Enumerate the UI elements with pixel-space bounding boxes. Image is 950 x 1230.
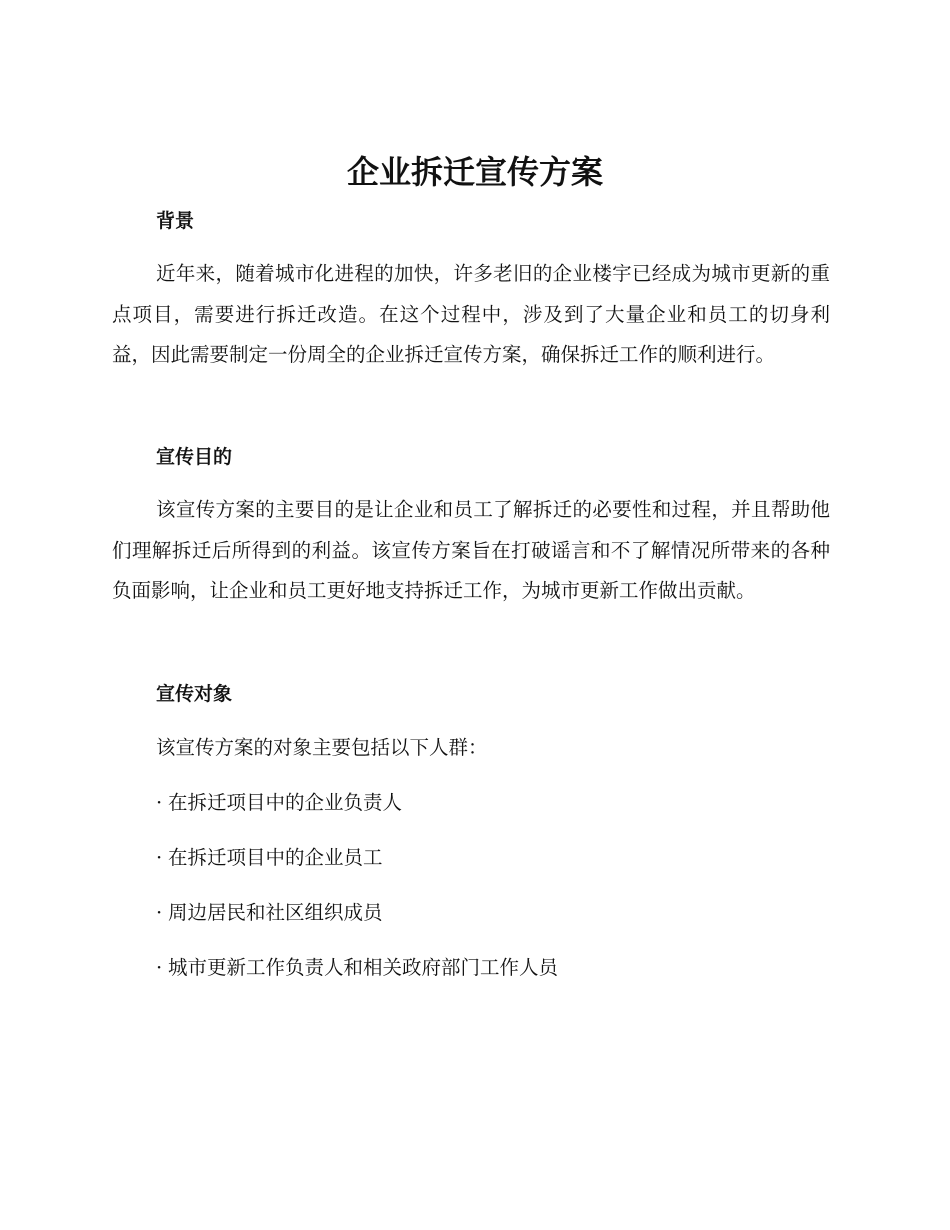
list-item-text: 在拆迁项目中的企业负责人 [168,791,403,814]
bullet-marker: · [156,846,163,869]
section-paragraph-purpose: 该宣传方案的主要目的是让企业和员工了解拆迁的必要性和过程，并且帮助他们理解拆迁后所得到的利益。该宣传方案旨在打破谣言和不了解情况所带来的各种负面影响，让企业和员工更好地支持拆迁工作，为城市更新工作做出贡献。 [112,498,830,602]
list-item [156,789,402,817]
list-item [156,844,383,872]
list-item [156,954,558,982]
bullet-marker: · [156,791,163,814]
section-heading-audience: 宣传对象 [156,683,233,705]
section-heading-background: 背景 [156,210,195,232]
section-paragraph-background: 近年来，随着城市化进程的加快，许多老旧的企业楼宇已经成为城市更新的重点项目，需要进行拆迁改造。在这个过程中，涉及到了大量企业和员工的切身利益，因此需要制定一份周全的企业拆迁宣传方案，确保拆迁工作的顺利进行。 [112,262,830,366]
list-item-text: 城市更新工作负责人和相关政府部门工作人员 [168,956,559,979]
audience-intro: 该宣传方案的对象主要包括以下人群： [156,736,488,759]
list-item [156,899,383,927]
bullet-marker: · [156,901,163,924]
bullet-marker: · [156,956,163,979]
list-item-text: 在拆迁项目中的企业员工 [168,846,383,869]
document-title: 企业拆迁宣传方案 [346,153,603,191]
list-item-text: 周边居民和社区组织成员 [168,901,383,924]
section-heading-purpose: 宣传目的 [156,446,233,468]
